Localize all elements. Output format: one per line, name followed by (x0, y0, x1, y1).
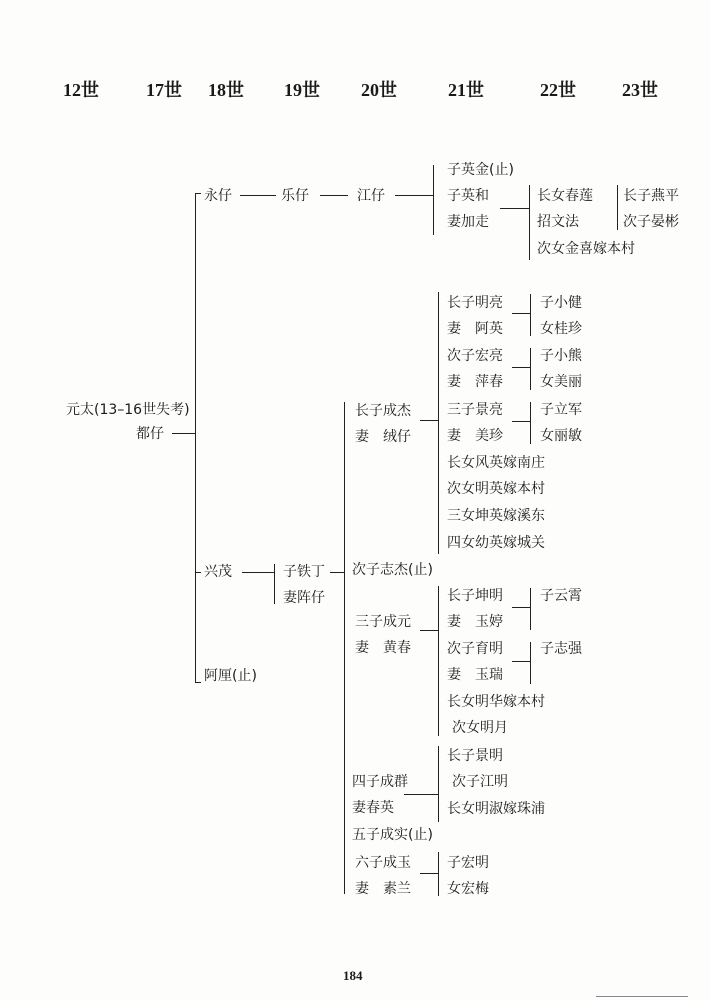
spouse-pingchun: 妻 萍春 (447, 374, 503, 390)
person-chengjie: 长子成杰 (355, 403, 411, 419)
person-lijun: 子立军 (540, 402, 582, 418)
person-yinghe: 子英和 (447, 188, 489, 204)
person-mingshu: 长女明淑嫁珠浦 (447, 801, 545, 817)
person-yingjin: 子英金(止) (447, 162, 514, 178)
person-xiaojian: 子小健 (540, 295, 582, 311)
person-chunlian: 长女春莲 (537, 188, 593, 204)
person-chengyu: 六子成玉 (355, 855, 411, 871)
spouse-yurui: 妻 玉瑞 (447, 667, 503, 683)
person-yanbin: 次子晏彬 (623, 214, 679, 230)
generation-header-18: 18世 (208, 80, 244, 100)
spouse-sulan: 妻 素兰 (355, 881, 411, 897)
spouse-zhenzai: 妻阵仔 (283, 590, 325, 606)
spouse-jiazou: 妻加走 (447, 214, 489, 230)
person-xingmao: 兴茂 (204, 564, 232, 580)
person-jingliang: 三子景亮 (447, 402, 503, 418)
person-mingyue: 次女明月 (452, 720, 508, 736)
person-xiaoxiong: 子小熊 (540, 348, 582, 364)
person-hongmei: 女宏梅 (447, 881, 489, 897)
person-jiangzai: 江仔 (357, 188, 385, 204)
person-hongming: 子宏明 (447, 855, 489, 871)
person-meili: 女美丽 (540, 374, 582, 390)
generation-header-19: 19世 (284, 80, 320, 100)
spouse-rongzai: 妻 绒仔 (355, 429, 411, 445)
spouse-huangchun: 妻 黄春 (355, 640, 411, 656)
person-chengqun: 四子成群 (352, 774, 408, 790)
person-mingliang: 长子明亮 (447, 295, 503, 311)
ancestor-yuantai: 元太(13–16世失考) (66, 402, 190, 418)
person-yunxiao: 子云霄 (540, 588, 582, 604)
spouse-aying: 妻 阿英 (447, 321, 503, 337)
person-yuming: 次子育明 (447, 641, 503, 657)
person-yanping: 长子燕平 (623, 188, 679, 204)
generation-header-23: 23世 (622, 80, 658, 100)
spouse-meizhen: 妻 美珍 (447, 428, 503, 444)
person-fengying: 长女风英嫁南庄 (447, 455, 545, 471)
generation-header-17: 17世 (146, 80, 182, 100)
person-jinxi: 次女金喜嫁本村 (537, 241, 635, 257)
person-chengyuan: 三子成元 (355, 614, 411, 630)
person-zhiqiang: 子志强 (540, 641, 582, 657)
person-jingming: 长子景明 (447, 748, 503, 764)
person-lezai: 乐仔 (281, 188, 309, 204)
person-zhijie: 次子志杰(止) (352, 562, 433, 578)
person-hongliang: 次子宏亮 (447, 348, 503, 364)
person-kunming: 长子坤明 (447, 588, 503, 604)
person-ali: 阿厘(止) (204, 668, 257, 684)
person-youying: 四女幼英嫁城关 (447, 535, 545, 551)
spouse-yuting: 妻 玉婷 (447, 614, 503, 630)
spouse-chunying: 妻春英 (352, 800, 394, 816)
scan-edge-mark (596, 996, 688, 997)
person-guizhen: 女桂珍 (540, 321, 582, 337)
person-tieding: 子铁丁 (283, 564, 325, 580)
person-limin: 女丽敏 (540, 428, 582, 444)
generation-header-21: 21世 (448, 80, 484, 100)
person-mingying: 次女明英嫁本村 (447, 481, 545, 497)
generation-header-12: 12世 (63, 80, 99, 100)
ancestor-duzai: 都仔 (136, 426, 164, 442)
generation-header-20: 20世 (361, 80, 397, 100)
page-number: 184 (343, 968, 363, 983)
person-jiangming: 次子江明 (452, 774, 508, 790)
generation-header-22: 22世 (540, 80, 576, 100)
person-chengshi: 五子成实(止) (352, 827, 433, 843)
person-minghua: 长女明华嫁本村 (447, 694, 545, 710)
person-kunying: 三女坤英嫁溪东 (447, 508, 545, 524)
person-yongzai: 永仔 (204, 188, 232, 204)
spouse-zhaowenfa: 招文法 (537, 214, 579, 230)
